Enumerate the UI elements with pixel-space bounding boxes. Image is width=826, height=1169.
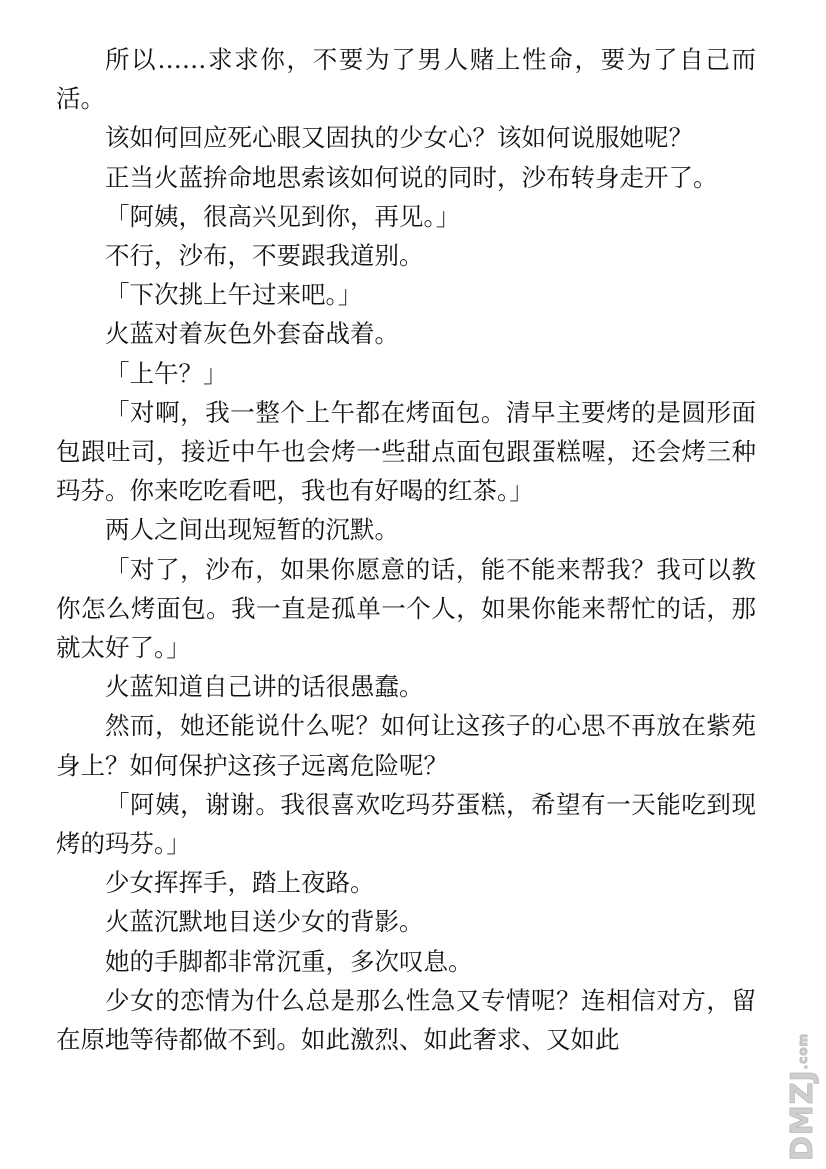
paragraph: 不行，沙布，不要跟我道别。 <box>105 241 424 271</box>
paragraph: 火蓝对着灰色外套奋战着。 <box>105 319 399 349</box>
watermark-logo <box>784 1032 820 1161</box>
paragraph: 「阿姨，很高兴见到你，再见。」 <box>105 201 461 231</box>
document-page <box>56 40 756 1140</box>
paragraph: 少女的恋情为什么总是那么性急又专情呢？连相信对方，留在原地等待都做不到。如此激烈、如此奢求、又如此 <box>56 985 756 1055</box>
watermark-suffix: .com <box>796 1032 810 1070</box>
paragraph: 少女挥挥手，踏上夜路。 <box>105 868 375 898</box>
paragraph: 火蓝知道自己讲的话很愚蠢。 <box>105 672 424 702</box>
paragraph: 「上午？」 <box>105 358 228 388</box>
paragraph: 所以……求求你，不要为了男人赌上性命，要为了自己而活。 <box>56 45 756 114</box>
watermark-logo-text: DMZJ <box>785 1069 820 1161</box>
paragraph: 「对了，沙布，如果你愿意的话，能不能来帮我？我可以教你怎么烤面包。我一直是孤单一个人，如果你能来帮忙的话，那就太好了。」 <box>56 554 756 663</box>
paragraph: 两人之间出现短暂的沉默。 <box>105 515 399 545</box>
paragraph: 「对啊，我一整个上午都在烤面包。清早主要烤的是圆形面包跟吐司，接近中午也会烤一些甜点面包跟蛋糕喔，还会烤三种玛芬。你来吃吃看吧，我也有好喝的红茶。」 <box>56 397 756 506</box>
paragraph: 火蓝沉默地目送少女的背影。 <box>105 907 424 937</box>
paragraph: 她的手脚都非常沉重，多次叹息。 <box>105 946 473 976</box>
paragraph: 「下次挑上午过来吧。」 <box>105 280 363 310</box>
paragraph: 正当火蓝拚命地思索该如何说的同时，沙布转身走开了。 <box>105 162 718 192</box>
paragraph: 然而，她还能说什么呢？如何让这孩子的心思不再放在紫苑身上？如何保护这孩子远离危险呢？ <box>56 711 756 780</box>
paragraph: 该如何回应死心眼又固执的少女心？该如何说服她呢？ <box>105 123 693 153</box>
watermark-text <box>785 1032 820 1161</box>
paragraph: 「阿姨，谢谢。我很喜欢吃玛芬蛋糕，希望有一天能吃到现烤的玛芬。」 <box>56 789 756 859</box>
